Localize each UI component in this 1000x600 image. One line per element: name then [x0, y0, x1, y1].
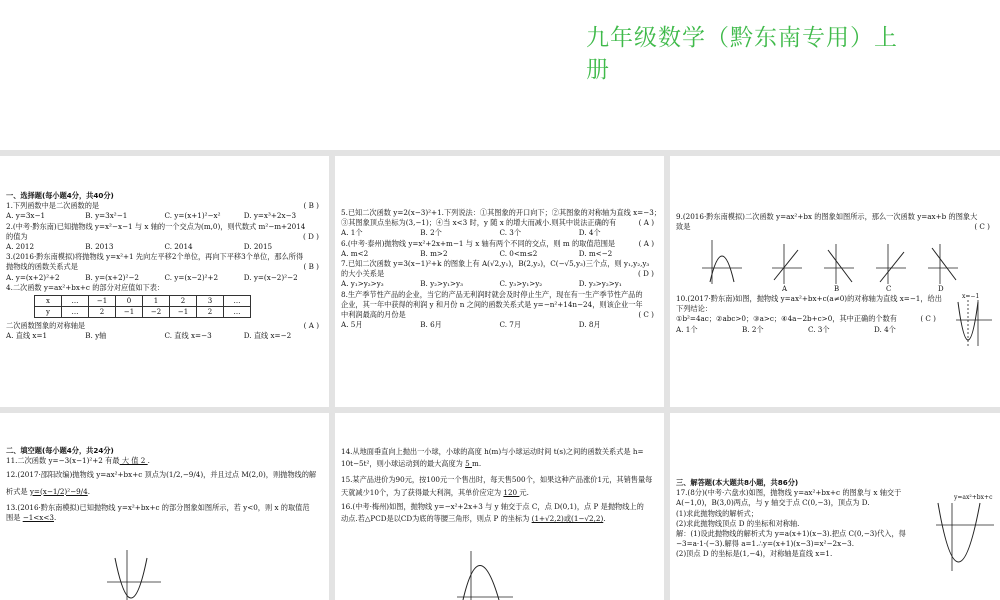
option-c: C. 7月 — [499, 320, 522, 330]
option-d: D. m<−2 — [578, 248, 613, 258]
option-d: D. 直线 x=−2 — [243, 331, 292, 341]
answer-label: ( A ) — [303, 321, 319, 331]
table-cell: x — [35, 295, 62, 306]
question-stem-cont: 企业，其一年中获得的利润 y 和月份 n 之间的函数关系式是 y=−n²+14n−24，则该企业一年 — [341, 299, 643, 309]
value-table — [34, 295, 251, 318]
option-d: D. 4个 — [578, 228, 601, 238]
table-cell: −1 — [116, 307, 143, 318]
option-d: D. y=(x−2)²−2 — [243, 272, 298, 282]
table-cell: … — [62, 295, 89, 306]
option-b: B. m>2 — [420, 248, 448, 258]
question-6 — [341, 239, 658, 249]
option-c: C. 0<m≤2 — [499, 248, 538, 258]
question-stem-cont: 的大小关系是 — [341, 269, 385, 279]
section-heading: 二、填空题(每小题4分，共24分) — [6, 446, 114, 455]
axis-label: x=−1 — [962, 293, 980, 300]
question-5: 5.已知二次函数 y=2(x−3)²+1.下列说法：①其图象的开口向下；②其图象的对称轴为直线 x=−3； — [341, 208, 661, 217]
option-a: A. y=3x−1 — [6, 211, 46, 221]
table-cell: 0 — [116, 295, 143, 306]
question-stem-cont: 抛物线的函数关系式是 — [6, 262, 78, 272]
answer-label: ( C ) — [974, 222, 990, 232]
question-stem-end: . — [87, 486, 90, 496]
table-cell: … — [224, 295, 251, 306]
option-d: D. y=x³+2x−3 — [243, 211, 297, 221]
options-row — [6, 331, 323, 341]
options-row — [341, 279, 658, 289]
answer-label: ( C ) — [638, 309, 654, 319]
option-a: A. 1个 — [341, 228, 363, 238]
question-stem: 6.(中考·泰州)抛物线 y=x²+2x+m−1 与 x 轴有两个不同的交点，则 m 的取值范围是 — [341, 238, 616, 248]
slide-choice-questions-1[interactable] — [0, 156, 329, 407]
q17-graph — [934, 501, 996, 571]
graph-label: y=ax²+bx+c — [954, 494, 993, 501]
table-cell: 2 — [170, 295, 197, 306]
answer-label: ( D ) — [303, 231, 319, 241]
option-b: B. 2个 — [742, 324, 764, 334]
option-c: C. 2014 — [164, 241, 193, 251]
question-stem-end: . — [53, 512, 57, 522]
section-heading: 一、选择题(每小题4分，共40分) — [6, 191, 114, 200]
question-stem-cont: 动点.若△PCD是以CD为底的等腰三角形，则点 P 的坐标为 — [341, 513, 530, 523]
question-part-1: (1)求此抛物线的解析式； — [676, 508, 759, 518]
question-stem-cont: 天就减少10个，为了获得最大利润，其单价应定为 — [341, 487, 502, 497]
option-b: B. 6月 — [420, 320, 442, 330]
table-row — [35, 307, 251, 318]
options-row — [676, 325, 940, 335]
option-d: D. 8月 — [578, 320, 601, 330]
answer-blank: y=(x−1/2)²−9/4 — [29, 486, 88, 496]
table-cell: −2 — [143, 307, 170, 318]
question-3: 3.(2016·黔东南模拟)将抛物线 y=x²+1 先向左平移2个单位，再向下平移3个单位，那么所得 — [6, 252, 304, 262]
option-d: D. y₃>y₂>y₁ — [578, 279, 622, 289]
answer-label: ( B ) — [303, 262, 319, 272]
question-16: 16.(中考·梅州)如图，抛物线 y=−x²+2x+3 与 y 轴交于点 C，点 D(0,1)，点 P 是抛物线上的 — [341, 501, 644, 511]
answer-label: ( B ) — [303, 201, 319, 211]
question-stem-end: 元. — [519, 487, 529, 497]
table-cell: −1 — [170, 307, 197, 318]
question-stem-cont: ①b²=4ac；②abc>0；③a>c；④4a−2b+c>0，其中正确的个数有 — [676, 314, 897, 324]
question-part-2: (2)求此抛物线顶点 D 的坐标和对称轴. — [676, 518, 800, 528]
question-stem-cont: 的值为 — [6, 231, 28, 241]
option-b: B. y₂>y₁>y₃ — [420, 279, 463, 289]
section-heading: 三、解答题(本大题共8小题，共86分) — [676, 478, 799, 487]
question-17: 17.(8分)(中考·六盘水)如图，抛物线 y=ax²+bx+c 的图象与 x 轴交于 — [676, 488, 902, 498]
graph-label-c: C — [886, 285, 892, 293]
table-cell: … — [62, 307, 89, 318]
question-14: 14.从地面垂直向上抛出一小球，小球的高度 h(m)与小球运动时间 t(s)之间的函数关系式是 h= — [341, 447, 644, 456]
question-9: 9.(2016·黔东南模拟)二次函数 y=ax²+bx 的图象如图所示，那么一次函数 y=ax+b 的图象大 — [676, 212, 978, 221]
option-a: A. 2012 — [6, 241, 35, 251]
table-cell: 3 — [197, 295, 224, 306]
option-c: C. 直线 x=−3 — [164, 331, 212, 341]
question-1 — [6, 201, 323, 211]
question-2: 2.(中考·黔东南)已知抛物线 y=x²−x−1 与 x 轴的一个交点为(m,0)，则代数式 m²−m+2014 — [6, 221, 306, 231]
option-c: C. y₃>y₁>y₂ — [499, 279, 543, 289]
graph-label-b: B — [834, 285, 840, 293]
option-b: B. 2013 — [85, 241, 114, 251]
table-row — [35, 295, 251, 306]
answer-blank: (1+√2,2)或(1−√2,2) — [531, 513, 604, 523]
option-a: A. 直线 x=1 — [6, 331, 48, 341]
table-cell: 2 — [197, 307, 224, 318]
answer-label: ( A ) — [638, 238, 654, 248]
question-4: 4.二次函数 y=ax²+bx+c 的部分对应值如下表： — [6, 282, 165, 292]
option-c: C. y=(x+1)²−x² — [164, 211, 221, 221]
options-row — [6, 273, 323, 283]
question-stem-cont: 中利润最高的月份是 — [341, 309, 406, 319]
option-a: A. y₁>y₂>y₃ — [341, 279, 384, 289]
solution-line-1: 解：(1)设此抛物线的解析式为 y=a(x+1)(x−3).把点 C(0,−3)代入，得 — [676, 528, 906, 538]
answer-blank: 5 — [465, 459, 472, 469]
slide-fill-questions-2[interactable] — [335, 413, 664, 600]
option-a: A. 1个 — [676, 324, 698, 334]
question-stem-cont: 10t−5t²，则小球运动到的最大高度为 — [341, 459, 463, 469]
question-stem-cont: ③其图象顶点坐标为(3,−1)；④当 x<3 时，y 随 x 的增大而减小.则其中说法正确的有 — [341, 218, 617, 228]
slide-answer-questions[interactable] — [670, 413, 1000, 600]
q13-graph — [105, 548, 165, 600]
answer-blank: 大 值 2 — [119, 456, 148, 466]
question-stem-cont: A(−1,0)，B(3,0)两点，与 y 轴交于点 C(0,−3)，顶点为 D. — [676, 498, 870, 508]
table-cell: y — [35, 307, 62, 318]
slide-fill-questions-1[interactable] — [0, 413, 329, 600]
table-cell: 1 — [143, 295, 170, 306]
question-11 — [6, 456, 323, 466]
options-row — [341, 228, 658, 238]
page-title: 九年级数学（黔东南专用）上册 — [586, 25, 898, 83]
answer-blank: −1<x<3 — [22, 512, 54, 522]
question-stem-cont: 下列结论： — [676, 304, 712, 314]
question-stem-cont: 析式是 — [6, 486, 28, 496]
question-13: 13.(2016·黔东南模拟)已知抛物线 y=x²+bx+c 的部分图象如图所示，若 y<0，则 x 的取值范 — [6, 502, 310, 512]
option-c: C. y=(x−2)²+2 — [164, 272, 219, 282]
option-d: D. 2015 — [243, 241, 273, 251]
answer-blank: 120 — [503, 487, 520, 497]
options-row — [6, 211, 323, 221]
option-b: B. 2个 — [420, 228, 442, 238]
option-c: C. 3个 — [499, 228, 522, 238]
q16-graph — [455, 551, 515, 600]
option-d: D. 4个 — [874, 324, 896, 334]
q10-graph — [954, 298, 994, 348]
slide-choice-questions-2[interactable] — [335, 156, 664, 407]
question-stem-end: m. — [472, 459, 482, 469]
solution-line-2: −3=a·1·(−3).解得 a=1.∴y=(x+1)(x−3)=x²−2x−3. — [676, 539, 855, 549]
option-c: C. 3个 — [808, 324, 830, 334]
table-cell: 2 — [89, 307, 116, 318]
slide-choice-questions-3[interactable] — [670, 156, 1000, 407]
option-a: A. m<2 — [341, 248, 369, 258]
graph-label-d: D — [938, 285, 944, 293]
options-row — [341, 320, 658, 330]
option-a: A. y=(x+2)²+2 — [6, 272, 60, 282]
question-stem-cont: 围是 — [6, 512, 21, 522]
question-stem-cont: 致是 — [676, 222, 691, 232]
question-stem-end: . — [603, 513, 606, 523]
options-row — [6, 242, 323, 252]
question-10: 10.(2017·黔东南)如图，抛物线 y=ax²+bx+c(a≠0)的对称轴为直线 x=−1，给出 — [676, 294, 942, 303]
option-b: B. y=3x²−1 — [85, 211, 128, 221]
question-stem-end: . — [147, 456, 150, 466]
question-15: 15.某产品进价为90元，按100元一个售出时，每天售500个，如果这种产品涨价1元，其销售量每 — [341, 475, 653, 485]
question-12: 12.(2017·邵阳改编)抛物线 y=ax²+bx+c 顶点为(1/2,−9/4)，并且过点 M(2,0)，则抛物线的解 — [6, 470, 317, 480]
question-stem: 11.二次函数 y=−3(x−1)²+2 有最 — [6, 456, 120, 466]
answer-label: ( D ) — [638, 269, 654, 279]
option-b: B. y轴 — [85, 331, 107, 341]
question-7: 7.已知二次函数 y=3(x−1)²+k 的图象上有 A(√2,y₁)，B(2,y₂)，C(−√5,y₃)三个点，则 y₁,y₂,y₃ — [341, 258, 650, 268]
option-b: B. y=(x+2)²−2 — [85, 272, 139, 282]
question-8: 8.生产季节性产品的企业，当它的产品无利润时就会及时停止生产，现在有一生产季节性产品的 — [341, 289, 643, 299]
solution-line-3: (2)顶点 D 的坐标是(1,−4)，对称轴是直线 x=1. — [676, 549, 833, 559]
option-a: A. 5月 — [341, 320, 363, 330]
options-row — [341, 249, 658, 259]
question-stem-cont: 二次函数图象的对称轴是 — [6, 321, 86, 331]
graph-label-a: A — [782, 285, 788, 293]
table-cell: −1 — [89, 295, 116, 306]
table-cell: … — [224, 307, 251, 318]
question-stem: 1.下列函数中是二次函数的是 — [6, 201, 100, 211]
answer-label: ( A ) — [638, 218, 654, 228]
answer-label: ( C ) — [920, 314, 936, 324]
